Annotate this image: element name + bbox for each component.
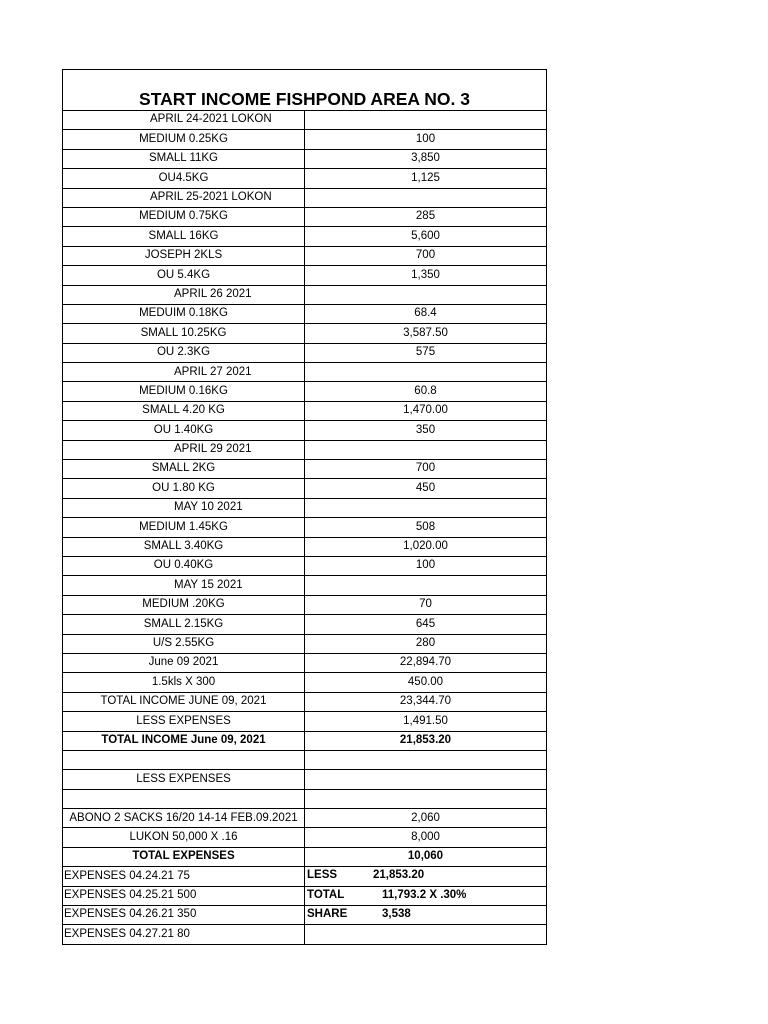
table-row: [63, 595, 547, 614]
row-value: 450: [305, 479, 547, 498]
row-value: 5,600: [305, 227, 547, 246]
sheet-title: START INCOME FISHPOND AREA NO. 3: [63, 70, 547, 111]
table-row: [63, 653, 547, 672]
expense-entry: EXPENSES 04.25.21 500: [63, 886, 305, 905]
row-label: MAY 10 2021: [63, 498, 305, 517]
row-label: LESS EXPENSES: [63, 712, 305, 731]
row-label: LUKON 50,000 X .16: [63, 828, 305, 847]
row-label: TOTAL INCOME JUNE 09, 2021: [63, 692, 305, 711]
row-label: APRIL 26 2021: [63, 285, 305, 304]
table-row: [63, 382, 547, 401]
row-label: TOTAL EXPENSES: [63, 847, 305, 866]
row-label: LESS EXPENSES: [63, 770, 305, 789]
row-label: MAY 15 2021: [63, 576, 305, 595]
row-label: APRIL 27 2021: [63, 363, 305, 382]
row-value: [305, 770, 547, 789]
summary-cell: [305, 925, 547, 944]
table-row: [63, 111, 547, 130]
row-label: MEDIUM 0.25KG: [63, 130, 305, 149]
row-label: JOSEPH 2KLS: [63, 246, 305, 265]
row-value: 23,344.70: [305, 692, 547, 711]
row-value: [305, 750, 547, 769]
row-label: MEDUIM 0.18KG: [63, 304, 305, 323]
summary-cell: [305, 906, 547, 925]
table-row: [63, 324, 547, 343]
row-value: [305, 498, 547, 517]
table-row: [63, 750, 547, 769]
row-label: SMALL 16KG: [63, 227, 305, 246]
table-row: [63, 615, 547, 634]
row-value: [305, 789, 547, 808]
row-label: APRIL 25-2021 LOKON: [63, 188, 305, 207]
summary-label: SHARE: [307, 908, 348, 921]
table-row: [63, 421, 547, 440]
row-value: [305, 188, 547, 207]
table-row: [63, 207, 547, 226]
row-label: MEDIUM 0.75KG: [63, 207, 305, 226]
row-label: OU 1.80 KG: [63, 479, 305, 498]
row-value: 1,020.00: [305, 537, 547, 556]
table-row: [63, 285, 547, 304]
sheet-body: [63, 70, 547, 945]
table-row: [63, 537, 547, 556]
table-row: [63, 886, 547, 905]
table-row: [63, 692, 547, 711]
table-row: [63, 479, 547, 498]
row-label: June 09 2021: [63, 653, 305, 672]
table-row: [63, 556, 547, 575]
table-row: [63, 246, 547, 265]
summary-label: TOTAL: [307, 888, 345, 901]
summary-value: 21,853.20: [373, 869, 425, 882]
row-value: 3,587.50: [305, 324, 547, 343]
row-label: OU4.5KG: [63, 169, 305, 188]
row-label: OU 0.40KG: [63, 556, 305, 575]
expense-entry: EXPENSES 04.24.21 75: [63, 867, 305, 886]
table-row: [63, 304, 547, 323]
row-value: 3,850: [305, 149, 547, 168]
table-row: [63, 460, 547, 479]
table-row: [63, 925, 547, 944]
row-label: SMALL 11KG: [63, 149, 305, 168]
row-value: [305, 576, 547, 595]
row-value: 8,000: [305, 828, 547, 847]
summary-value: 11,793.2 X .30%: [382, 888, 467, 901]
summary-cell: [305, 867, 547, 886]
row-label: SMALL 4.20 KG: [63, 401, 305, 420]
table-row: [63, 518, 547, 537]
row-value: 700: [305, 460, 547, 479]
row-value: [305, 285, 547, 304]
row-label: MEDIUM 1.45KG: [63, 518, 305, 537]
table-row: [63, 169, 547, 188]
row-value: 1,491.50: [305, 712, 547, 731]
row-label: MEDIUM 0.16KG: [63, 382, 305, 401]
row-value: 350: [305, 421, 547, 440]
row-value: 60.8: [305, 382, 547, 401]
table-row: [63, 440, 547, 459]
row-value: 10,060: [305, 847, 547, 866]
table-row: [63, 130, 547, 149]
row-value: 1,350: [305, 266, 547, 285]
summary-label: LESS: [307, 869, 338, 882]
row-value: 645: [305, 615, 547, 634]
row-label: OU 5.4KG: [63, 266, 305, 285]
row-label: 1.5kls X 300: [63, 673, 305, 692]
table-row: [63, 498, 547, 517]
row-label: [63, 750, 305, 769]
table-row: [63, 634, 547, 653]
title-row: [63, 70, 547, 111]
row-label: OU 2.3KG: [63, 343, 305, 362]
table-row: [63, 576, 547, 595]
row-value: 700: [305, 246, 547, 265]
row-value: 21,853.20: [305, 731, 547, 750]
table-row: [63, 770, 547, 789]
row-value: 68.4: [305, 304, 547, 323]
table-row: [63, 828, 547, 847]
row-value: 285: [305, 207, 547, 226]
table-row: [63, 401, 547, 420]
row-label: APRIL 24-2021 LOKON: [63, 111, 305, 130]
row-value: 100: [305, 130, 547, 149]
table-row: [63, 673, 547, 692]
row-label: ABONO 2 SACKS 16/20 14-14 FEB.09.2021: [63, 809, 305, 828]
row-value: 100: [305, 556, 547, 575]
table-row: [63, 188, 547, 207]
table-row: [63, 789, 547, 808]
income-sheet-table: [62, 69, 547, 945]
table-row: [63, 227, 547, 246]
row-value: 508: [305, 518, 547, 537]
row-label: SMALL 10.25KG: [63, 324, 305, 343]
table-row: [63, 149, 547, 168]
table-row: [63, 343, 547, 362]
row-value: [305, 363, 547, 382]
row-label: MEDIUM .20KG: [63, 595, 305, 614]
table-row: [63, 363, 547, 382]
row-label: [63, 789, 305, 808]
row-value: [305, 440, 547, 459]
expense-entry: EXPENSES 04.26.21 350: [63, 906, 305, 925]
row-value: 280: [305, 634, 547, 653]
table-row: [63, 266, 547, 285]
summary-value: 3,538: [382, 908, 411, 921]
row-value: 575: [305, 343, 547, 362]
row-value: 22,894.70: [305, 653, 547, 672]
row-value: 1,470.00: [305, 401, 547, 420]
row-label: OU 1.40KG: [63, 421, 305, 440]
table-row: [63, 731, 547, 750]
row-value: 70: [305, 595, 547, 614]
row-label: U/S 2.55KG: [63, 634, 305, 653]
row-value: 2,060: [305, 809, 547, 828]
table-row: [63, 809, 547, 828]
table-row: [63, 906, 547, 925]
summary-cell: [305, 886, 547, 905]
row-label: SMALL 2KG: [63, 460, 305, 479]
table-row: [63, 847, 547, 866]
row-value: 1,125: [305, 169, 547, 188]
table-row: [63, 712, 547, 731]
row-label: SMALL 3.40KG: [63, 537, 305, 556]
expense-entry: EXPENSES 04.27.21 80: [63, 925, 305, 944]
table-row: [63, 867, 547, 886]
row-value: [305, 111, 547, 130]
row-label: APRIL 29 2021: [63, 440, 305, 459]
row-label: SMALL 2.15KG: [63, 615, 305, 634]
row-value: 450.00: [305, 673, 547, 692]
row-label: TOTAL INCOME June 09, 2021: [63, 731, 305, 750]
